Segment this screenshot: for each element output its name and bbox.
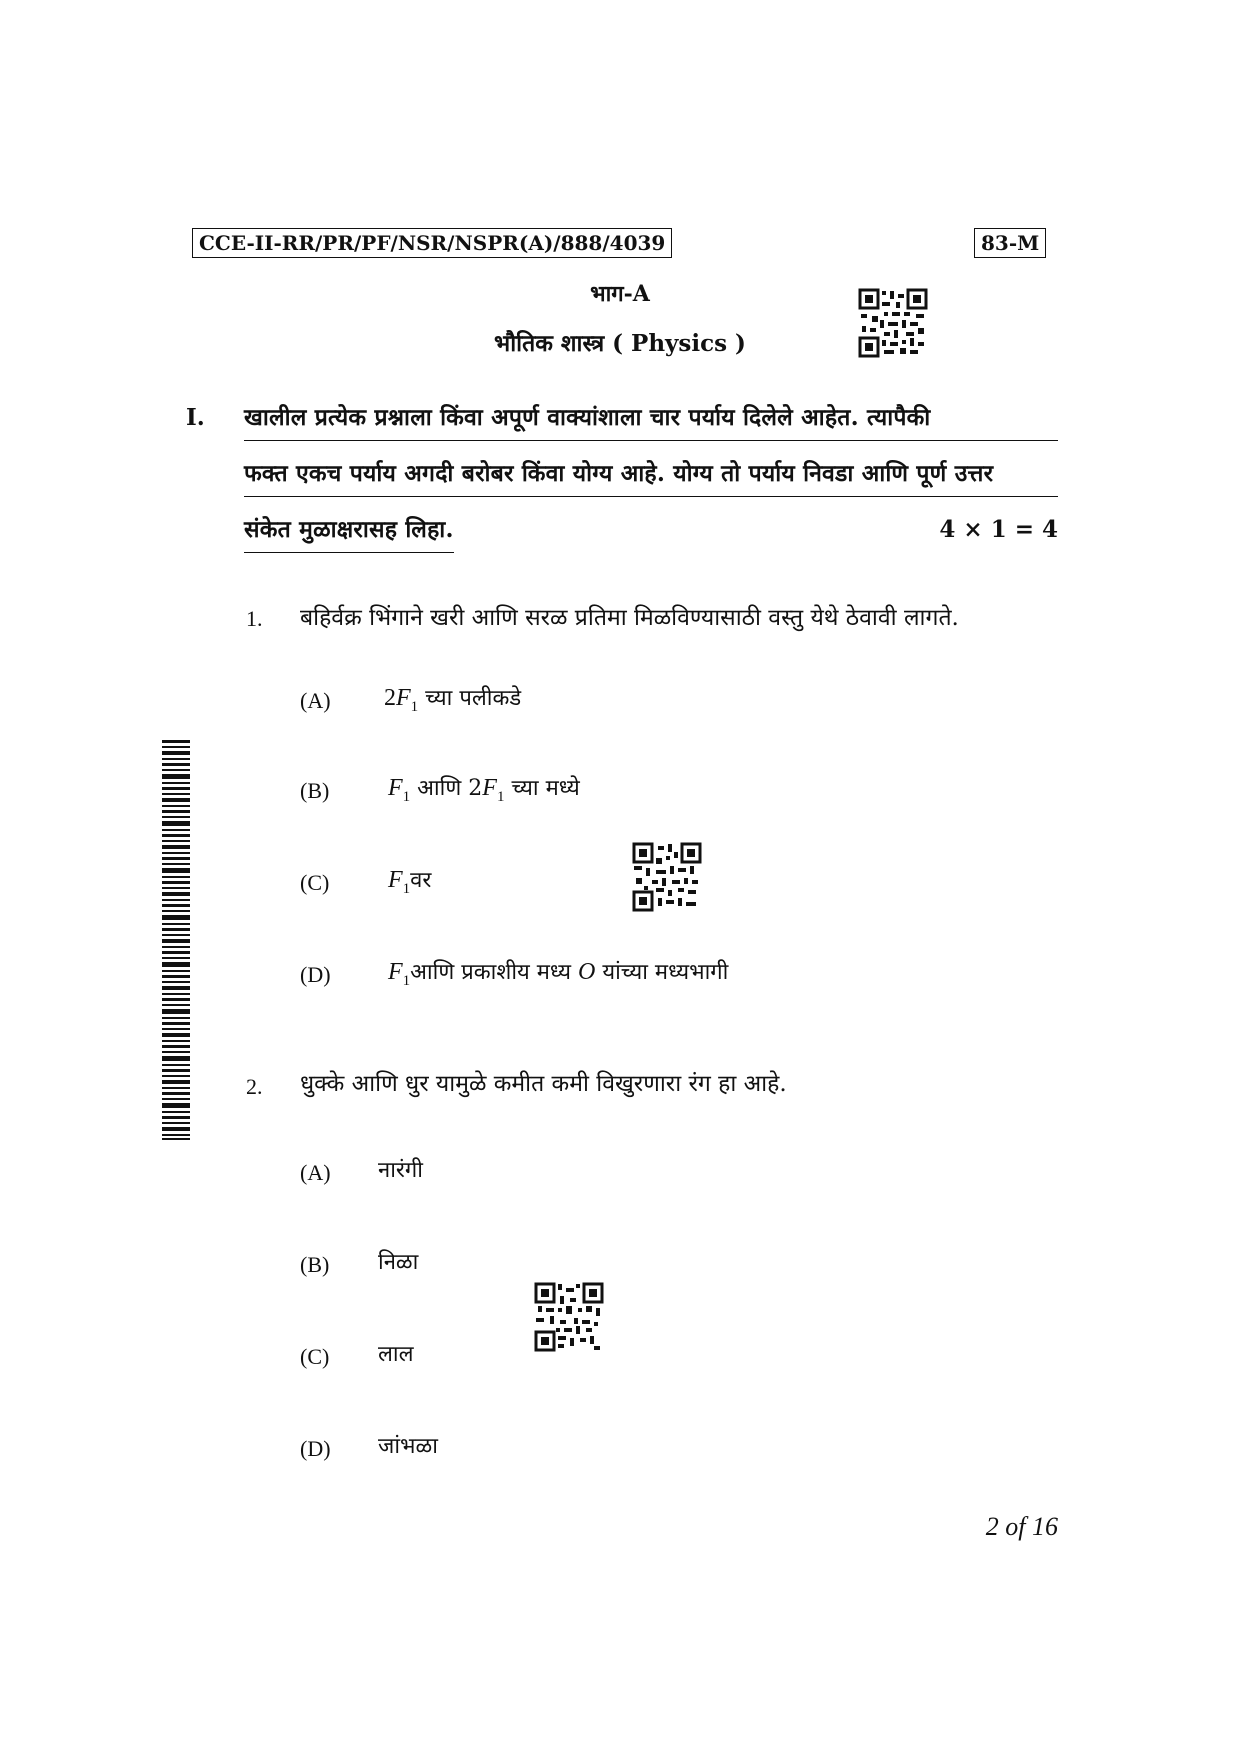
paper-code: 83-M	[981, 231, 1040, 255]
page-number: 2 of 16	[985, 1512, 1058, 1541]
paper-code-box	[974, 228, 1046, 258]
qr-code-top	[858, 288, 928, 358]
qr-code-bottom	[534, 1282, 604, 1352]
section-subject: भौतिक शास्त्र ( Physics )	[494, 330, 746, 357]
q2-option-c: लाल	[378, 1342, 414, 1367]
instruction-line-1: खालील प्रत्येक प्रश्नाला किंवा अपूर्ण वाक्यांशाला चार पर्याय दिलेले आहेत. त्यापैकी	[244, 400, 1058, 441]
q2-option-d-label: (D)	[300, 1436, 331, 1461]
section-title: भाग-A	[590, 281, 650, 307]
instruction-number: I.	[186, 404, 205, 431]
barcode	[162, 740, 190, 1140]
q2-option-a: नारंगी	[378, 1158, 423, 1183]
q2-option-c-label: (C)	[300, 1344, 330, 1369]
q2-option-d: जांभळा	[378, 1434, 438, 1459]
q1-option-c: $F_1वर$	[388, 867, 432, 897]
question-2-number: 2.	[246, 1074, 263, 1099]
q1-option-d: $F_1आणि$ प्रकाशीय मध्य O यांच्या मध्यभागी	[388, 959, 729, 989]
question-1-number: 1.	[246, 606, 263, 631]
q1-option-a-label: (A)	[300, 688, 331, 713]
qr-code-middle	[632, 842, 702, 912]
q1-option-b-label: (B)	[300, 778, 330, 803]
q1-option-d-label: (D)	[300, 962, 331, 987]
instruction-line-2: फक्त एकच पर्याय अगदी बरोबर किंवा योग्य आहे. योग्य तो पर्याय निवडा आणि पूर्ण उत्तर	[244, 456, 1058, 497]
q2-option-b: निळा	[378, 1250, 419, 1275]
q1-option-a: $2F_1$ च्या पलीकडे	[384, 685, 522, 715]
q2-option-b-label: (B)	[300, 1252, 330, 1277]
instruction-line-3: संकेत मुळाक्षरासह लिहा.	[244, 512, 454, 553]
question-1-text: बहिर्वक्र भिंगाने खरी आणि सरळ प्रतिमा मिळविण्यासाठी वस्तु येथे ठेवावी लागते.	[300, 605, 959, 631]
exam-code: CCE-II-RR/PR/PF/NSR/NSPR(A)/888/4039	[199, 231, 666, 255]
q1-option-b: $F_1$ आणि $2F_1$ च्या मध्ये	[388, 775, 580, 805]
marks-scheme: 4 × 1 = 4	[939, 516, 1058, 543]
q1-option-c-label: (C)	[300, 870, 330, 895]
q2-option-a-label: (A)	[300, 1160, 331, 1185]
exam-code-box	[192, 228, 672, 258]
question-2-text: धुक्के आणि धुर यामुळे कमीत कमी विखुरणारा रंग हा आहे.	[300, 1071, 787, 1097]
